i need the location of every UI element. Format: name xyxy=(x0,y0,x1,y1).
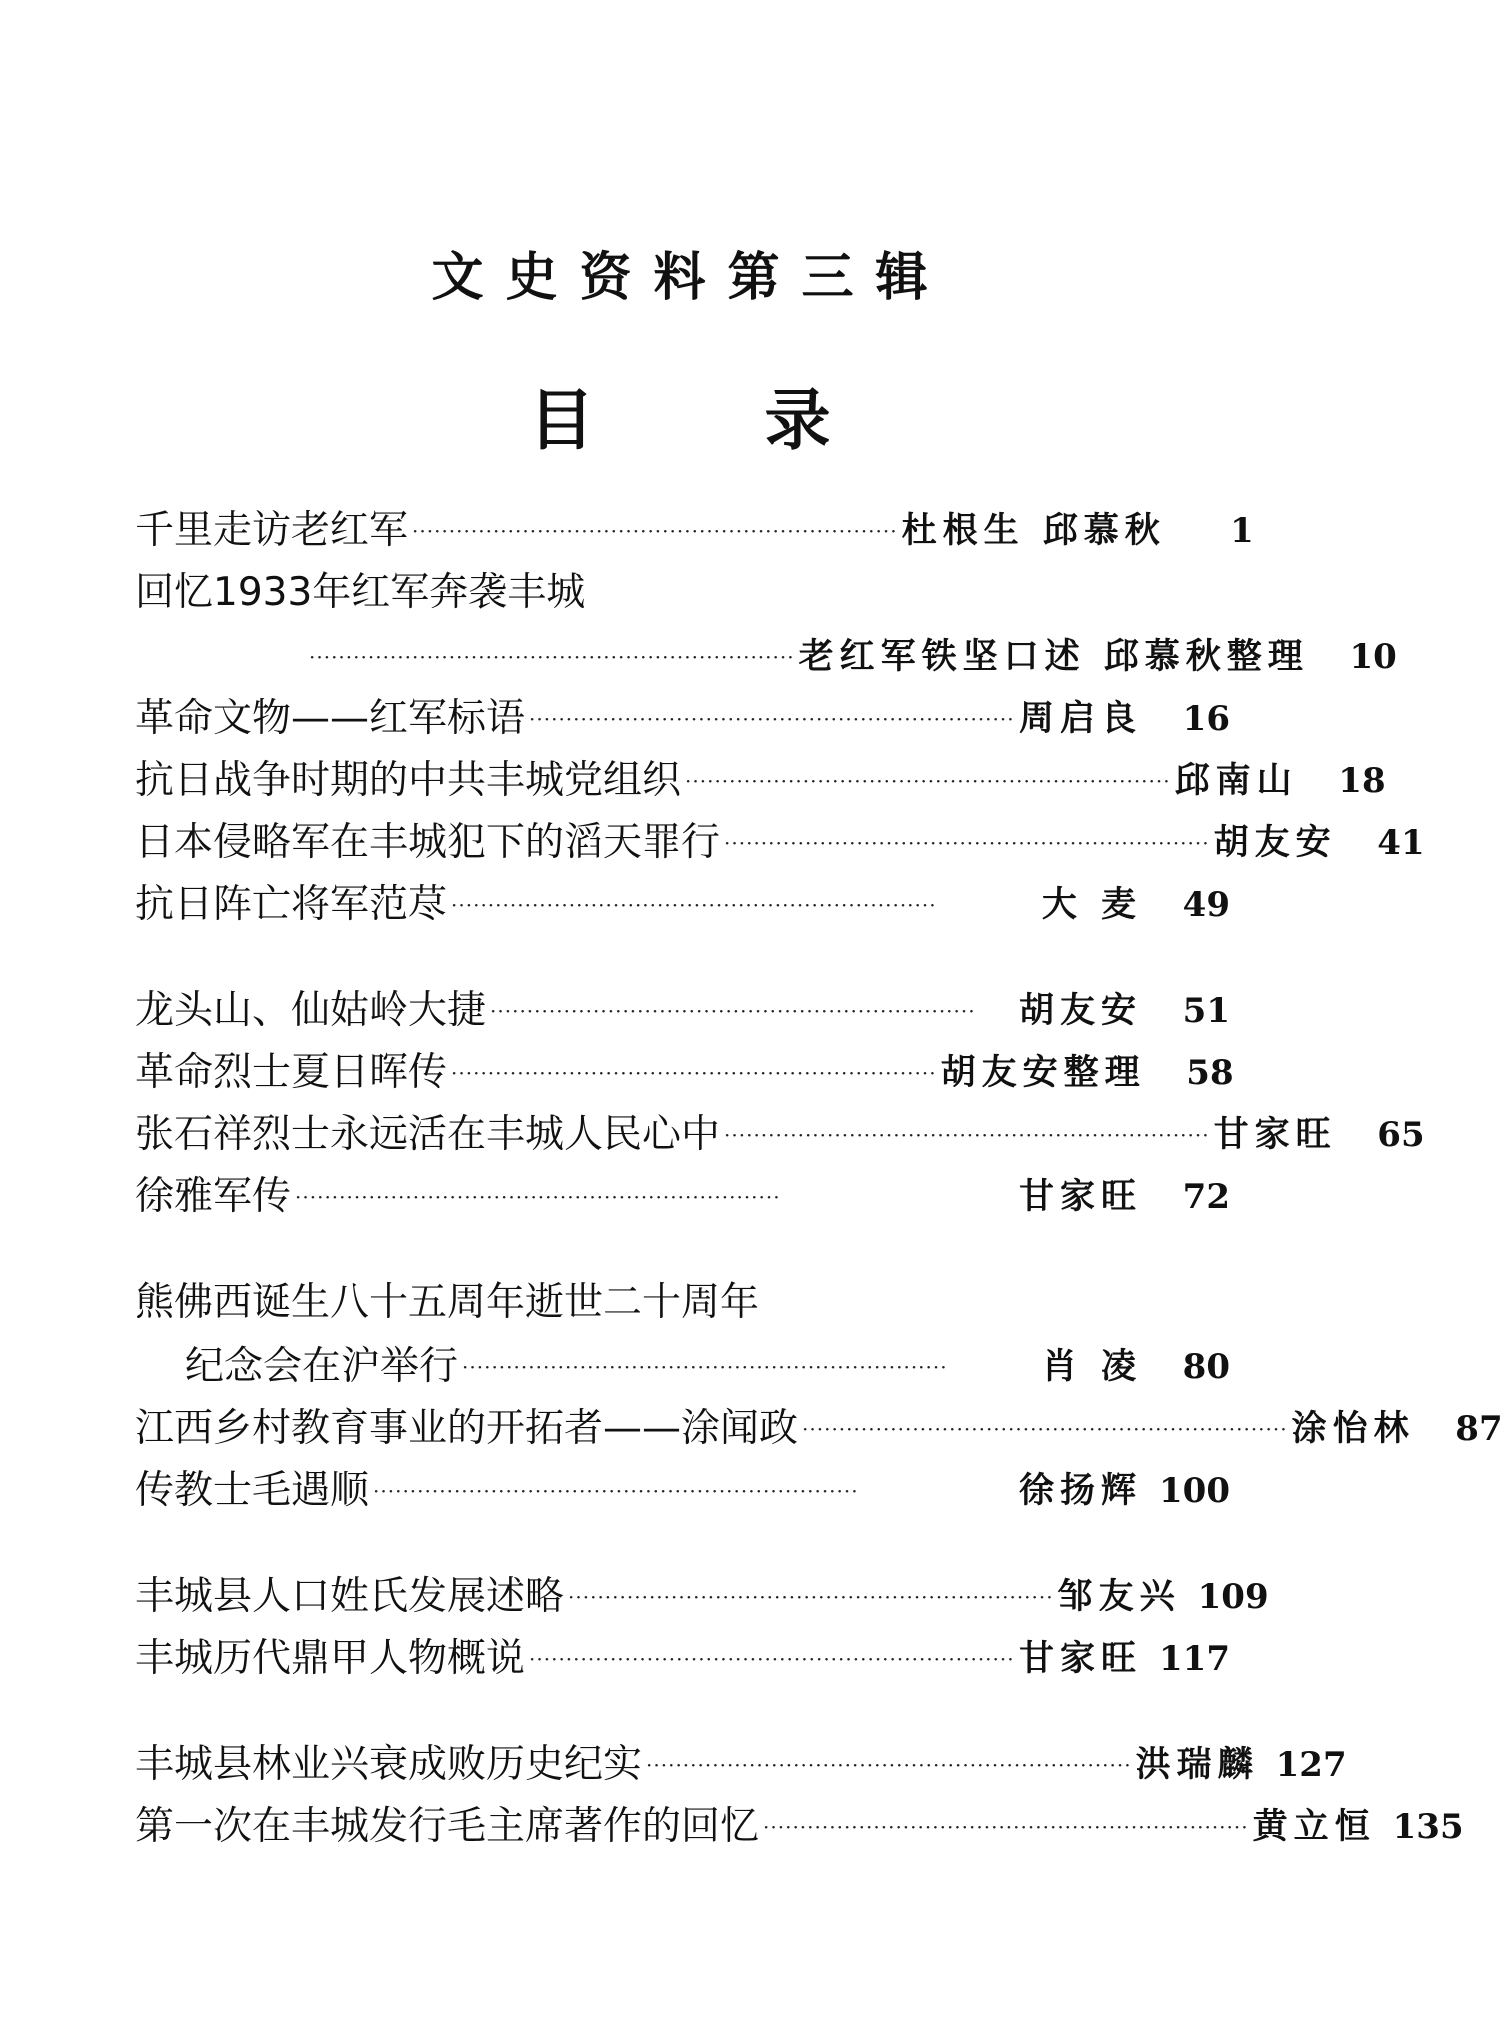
toc-entry xyxy=(135,750,1386,806)
toc-entry xyxy=(135,1104,1425,1160)
dot-leader: ·································································· xyxy=(295,1185,781,1209)
toc-entry-title: 抗日战争时期的中共丰城党组织 xyxy=(135,758,682,803)
toc-entry-page: 100 xyxy=(1159,1471,1230,1511)
toc-entry-page: 109 xyxy=(1197,1577,1269,1617)
toc-entry-page: 41 xyxy=(1377,823,1425,863)
toc-entry-title: 日本侵略军在丰城犯下的滔天罪行 xyxy=(135,820,721,865)
toc-entry-author: 邹友兴 xyxy=(1057,1576,1181,1617)
toc-entry-author: 甘家旺 xyxy=(1018,1176,1142,1217)
toc-entry-author: 杜根生 邱慕秋 xyxy=(901,510,1166,551)
toc-entry-author: 徐扬辉 xyxy=(1018,1470,1142,1511)
toc-entry xyxy=(135,1166,1230,1222)
toc-entry-title: 回忆1933年红军奔袭丰城 xyxy=(135,570,586,615)
toc-entry xyxy=(135,688,1230,744)
dot-leader: ·································································· xyxy=(763,1815,1249,1839)
toc-entry-author: 甘家旺 xyxy=(1018,1638,1142,1679)
toc-heading: 目录 xyxy=(528,381,1001,459)
dot-leader: ·································································· xyxy=(724,1123,1210,1147)
toc-entry-title: 第一次在丰城发行毛主席著作的回忆 xyxy=(135,1804,760,1849)
toc-entry-author: 洪瑞麟 xyxy=(1135,1744,1259,1785)
toc-entry-author: 老红军铁坚口述 邱慕秋整理 xyxy=(798,636,1309,677)
toc-entry-author: 黄立恒 xyxy=(1252,1806,1376,1847)
toc-entry-page: 51 xyxy=(1182,991,1230,1031)
toc-entry-page: 72 xyxy=(1182,1177,1230,1217)
toc-entry-author: 大 麦 xyxy=(1041,884,1142,925)
toc-entry-title: 传教士毛遇顺 xyxy=(135,1468,370,1513)
toc-entry-author: 甘家旺 xyxy=(1213,1114,1337,1155)
toc-entry-title: 江西乡村教育事业的开拓者——涂闻政 xyxy=(135,1406,799,1451)
dot-leader: ·································································· xyxy=(568,1585,1054,1609)
toc-entry-page: 65 xyxy=(1377,1115,1425,1155)
dot-leader: ·································································· xyxy=(451,893,937,917)
toc-entry-page: 80 xyxy=(1182,1347,1230,1387)
toc-entry-page: 16 xyxy=(1182,699,1230,739)
dot-leader: ·································································· xyxy=(529,707,1015,731)
series-title: 文史资料第三辑 xyxy=(431,247,950,308)
toc-entry-page: 18 xyxy=(1338,761,1386,801)
toc-entry-author: 胡友安 xyxy=(1018,990,1142,1031)
toc-entry xyxy=(135,1566,1269,1622)
toc-entry-author: 周启良 xyxy=(1018,698,1142,739)
toc-entry xyxy=(135,1336,1230,1392)
toc-entry xyxy=(135,874,1230,930)
toc-entry xyxy=(135,1628,1230,1684)
toc-entry-title: 熊佛西诞生八十五周年逝世二十周年 xyxy=(135,1280,760,1325)
toc-entry-page: 87 xyxy=(1455,1409,1503,1449)
toc-entry xyxy=(135,626,1397,682)
dot-leader: ·································································· xyxy=(802,1417,1288,1441)
dot-leader: ·································································· xyxy=(412,519,898,543)
toc-entry-author: 邱南山 xyxy=(1174,760,1298,801)
toc-entry-page: 58 xyxy=(1186,1053,1234,1093)
dot-leader: ·································································· xyxy=(309,645,795,669)
toc-entry-title: 张石祥烈士永远活在丰城人民心中 xyxy=(135,1112,721,1157)
dot-leader: ·································································· xyxy=(724,831,1210,855)
toc-entry-page: 135 xyxy=(1392,1807,1464,1847)
dot-leader: ·································································· xyxy=(373,1479,859,1503)
toc-entry-page: 10 xyxy=(1349,637,1397,677)
toc-entry xyxy=(135,1796,1464,1852)
toc-entry-title: 千里走访老红军 xyxy=(135,508,409,553)
toc-entry-title: 革命文物——红军标语 xyxy=(135,696,526,741)
toc-entry-title: 丰城县林业兴衰成败历史纪实 xyxy=(135,1742,643,1787)
toc-entry-title: 龙头山、仙姑岭大捷 xyxy=(135,988,487,1033)
toc-entry xyxy=(135,500,1254,556)
toc-entry-title: 徐雅军传 xyxy=(135,1174,292,1219)
toc-entry-title: 纪念会在沪举行 xyxy=(185,1344,459,1389)
toc-entry xyxy=(135,812,1425,868)
toc-entry-author: 肖 凌 xyxy=(1041,1346,1142,1387)
toc-entry xyxy=(135,562,1230,618)
dot-leader: ·································································· xyxy=(490,999,976,1023)
toc-entry xyxy=(135,1460,1230,1516)
toc-entry xyxy=(135,1734,1347,1790)
toc-entry-title: 丰城历代鼎甲人物概说 xyxy=(135,1636,526,1681)
toc-entry-author: 胡友安整理 xyxy=(940,1052,1146,1093)
dot-leader: ·································································· xyxy=(451,1061,937,1085)
toc-entry-title: 抗日阵亡将军范荩 xyxy=(135,882,448,927)
toc-entry-author: 胡友安 xyxy=(1213,822,1337,863)
toc-entry xyxy=(135,1398,1503,1454)
toc-entry-title: 革命烈士夏日晖传 xyxy=(135,1050,448,1095)
toc-entry-title: 丰城县人口姓氏发展述略 xyxy=(135,1574,565,1619)
toc-entry-author: 涂怡林 xyxy=(1291,1408,1415,1449)
dot-leader: ·································································· xyxy=(462,1355,948,1379)
toc-entry-page: 1 xyxy=(1230,511,1254,551)
toc-entry xyxy=(135,1042,1234,1098)
toc-entry-page: 117 xyxy=(1159,1639,1230,1679)
toc-entry xyxy=(135,980,1230,1036)
dot-leader: ·································································· xyxy=(685,769,1171,793)
toc-entry xyxy=(135,1272,1230,1328)
dot-leader: ·································································· xyxy=(646,1753,1132,1777)
dot-leader: ·································································· xyxy=(529,1647,1015,1671)
toc-entry-page: 127 xyxy=(1275,1745,1347,1785)
toc-entry-page: 49 xyxy=(1182,885,1230,925)
